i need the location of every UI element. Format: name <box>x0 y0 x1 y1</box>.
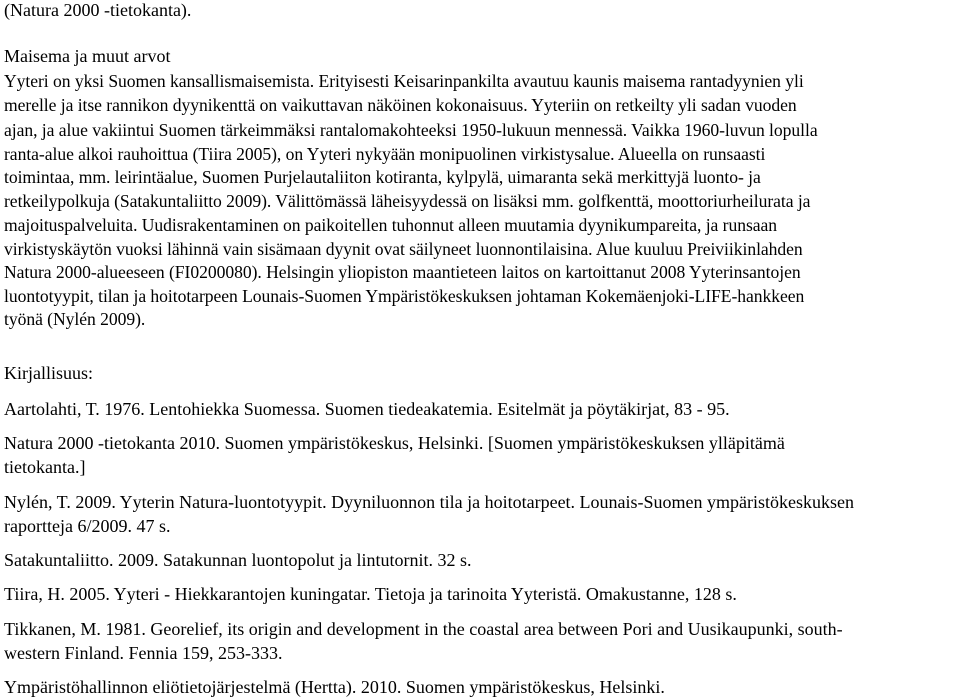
reference-aartolahti: Aartolahti, T. 1976. Lentohiekka Suomessa. Suomen tiedeakatemia. Esitelmät ja pöytäkirjat, 83 - 95. <box>4 399 730 419</box>
paragraph-line: Natura 2000-alueeseen (FI0200080). Helsingin yliopiston maantieteen laitos on kartoittanut 2008 Yyterinsantojen <box>4 262 801 282</box>
references-heading: Kirjallisuus: <box>4 363 93 383</box>
reference-tiira: Tiira, H. 2005. Yyteri - Hiekkarantojen kuningatar. Tietoja ja tarinoita Yyteristä. Omakustanne, 128 s. <box>4 584 737 604</box>
reference-satakuntaliitto: Satakuntaliitto. 2009. Satakunnan luontopolut ja lintutornit. 32 s. <box>4 550 472 570</box>
reference-natura-2000-line-2: tietokanta.] <box>4 457 86 477</box>
reference-nylen-line-2: raportteja 6/2009. 47 s. <box>4 516 171 536</box>
paragraph-line: majoituspalveluita. Uudisrakentaminen on paikoitellen tuhonnut alleen muutamia dyynikumpareita, ja runsaan <box>4 215 778 235</box>
reference-nylen-line-1: Nylén, T. 2009. Yyterin Natura-luontotyypit. Dyyniluonnon tila ja hoitotarpeet. Lounais-Suomen ympäristökeskuksen <box>4 492 855 512</box>
paragraph-line: Yyteri on yksi Suomen kansallismaisemista. Erityisesti Keisarinpankilta avautuu kaunis maisema rantadyynien yli <box>4 71 804 91</box>
reference-tikkanen-line-1: Tikkanen, M. 1981. Georelief, its origin and development in the coastal area between Pori and Uusikaupunki, south- <box>4 619 843 639</box>
paragraph-line: retkeilypolkuja (Satakuntaliitto 2009). Välittömässä läheisyydessä on lisäksi mm. golfkenttä, moottoriurheilurata ja <box>4 191 811 211</box>
paragraph-line: luontotyypit, tilan ja hoitotarpeen Lounais-Suomen Ympäristökeskuksen johtaman Kokemäenjoki-LIFE-hankkeen <box>4 286 805 306</box>
paragraph-line: työnä (Nylén 2009). <box>4 309 146 329</box>
reference-natura-2000-line-1: Natura 2000 -tietokanta 2010. Suomen ympäristökeskus, Helsinki. [Suomen ympäristökeskuksen ylläpitämä <box>4 433 785 453</box>
paragraph-line: toimintaa, mm. leirintäalue, Suomen Purjelautaliiton kotiranta, kylpylä, uimaranta sekä merkittyjä luonto- ja <box>4 167 761 187</box>
paragraph-line: ajan, ja alue vakiintui Suomen tärkeimmäksi rantalomakohteeksi 1950-lukuun mennessä. Vaikka 1960-luvun lopulla <box>4 120 818 140</box>
reference-tikkanen-line-2: western Finland. Fennia 159, 253-333. <box>4 643 283 663</box>
paragraph-line: ranta-alue alkoi rauhoittua (Tiira 2005), on Yyteri nykyään monipuolinen virkistysalue. Alueella on runsaasti <box>4 144 766 164</box>
paragraph-line: virkistyskäytön vuoksi lähinnä vain sisämaan dyynit ovat säilyneet luonnontilaisina. Alue kuuluu Preiviikinlahden <box>4 239 803 259</box>
paragraph-line: merelle ja itse rannikon dyynikenttä on vaikuttavan näköinen kokonaisuus. Yyteriin on retkeilty yli sadan vuoden <box>4 95 797 115</box>
reference-hertta: Ympäristöhallinnon eliötietojärjestelmä (Hertta). 2010. Suomen ympäristökeskus, Helsinki. <box>4 677 665 697</box>
previous-paragraph-fragment: (Natura 2000 -tietokanta). <box>4 0 192 20</box>
section-heading: Maisema ja muut arvot <box>4 46 171 66</box>
